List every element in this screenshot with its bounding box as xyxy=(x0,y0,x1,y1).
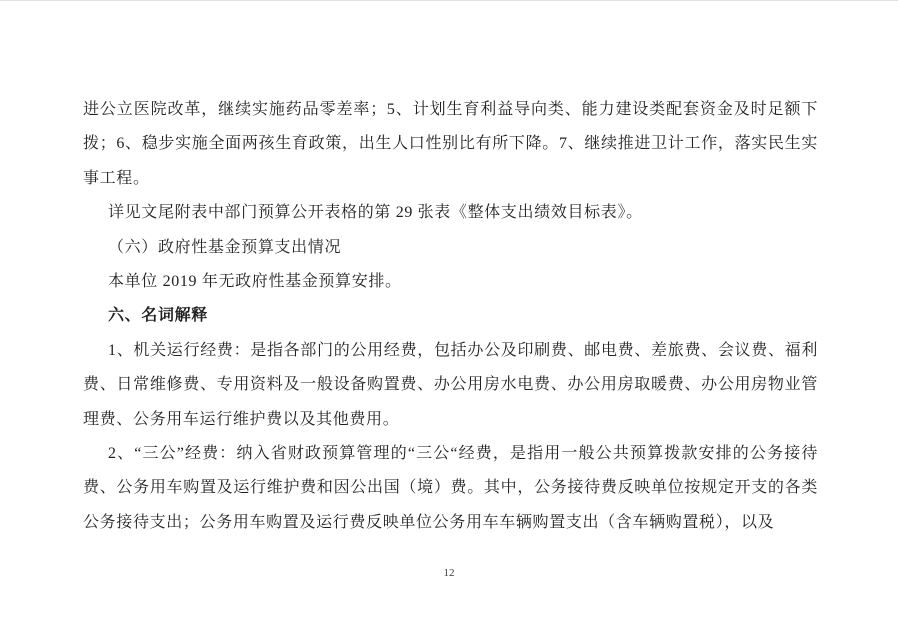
paragraph-term-agency-operating-expenses: 1、机关运行经费：是指各部门的公用经费，包括办公及印刷费、邮电费、差旅费、会议费、福利费、日常维修费、专用资料及一般设备购置费、办公用房水电费、办公用房取暖费、办公用房物业管理费、公务用车运行维护费以及其他费用。 xyxy=(83,341,818,428)
page-number: 12 xyxy=(443,567,455,579)
subsection-heading-government-fund-budget: （六）政府性基金预算支出情况 xyxy=(108,238,342,256)
paragraph-appendix-table-reference: 详见文尾附表中部门预算公开表格的第 29 张表《整体支出绩效目标表》。 xyxy=(108,204,643,222)
paragraph-term-three-public-expenses: 2、“三公”经费：纳入省财政预算管理的“三公“经费，是指用一般公共预算拨款安排的公务接待费、公务用车购置及运行维护费和因公出国（境）费。其中，公务接待费反映单位按规定开支的各类公务接待支出；公务用车购置及运行费反映单位公务用车车辆购置支出（含车辆购置税），以及 xyxy=(83,445,818,531)
page-top-edge xyxy=(0,0,898,1)
section-heading-glossary: 六、名词解释 xyxy=(108,307,208,325)
paragraph-health-reform-continuation: 进公立医院改革，继续实施药品零差率；5、计划生育利益导向类、能力建设类配套资金及时足额下拨；6、稳步实施全面两孩生育政策，出生人口性别比有所下降。7、继续推进卫计工作，落实民生实事工程。 xyxy=(83,101,818,187)
document-body xyxy=(83,93,818,540)
paragraph-no-government-fund-budget: 本单位 2019 年无政府性基金预算安排。 xyxy=(108,273,402,291)
